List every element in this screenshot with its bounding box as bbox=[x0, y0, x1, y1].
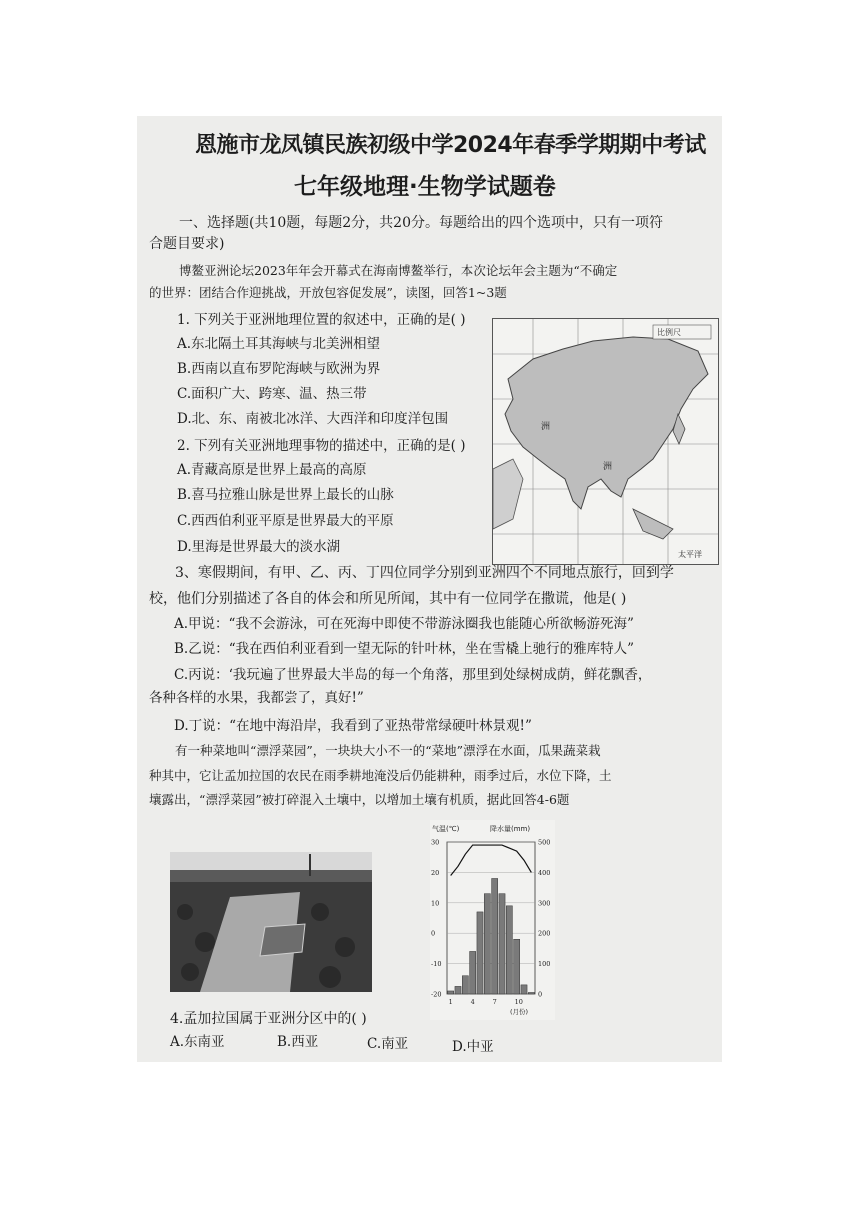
floating-garden-photo bbox=[170, 852, 372, 992]
chart-left-tick-label: 0 bbox=[431, 929, 436, 938]
question-3-line1: 3、寒假期间，有甲、乙、丙、丁四位同学分别到亚洲四个不同地点旅行，回到学 bbox=[175, 565, 674, 581]
intro-1-line1: 博鳌亚洲论坛2023年年会开幕式在海南博鳌举行，本次论坛年会主题为“不确定 bbox=[179, 263, 618, 278]
chart-x-unit: (月份) bbox=[510, 1008, 529, 1016]
section-heading-cont: 合题目要求) bbox=[149, 236, 225, 252]
chart-right-tick-label: 500 bbox=[538, 838, 551, 847]
asia-map-icon bbox=[493, 319, 718, 564]
question-4-option-a: A.东南亚 bbox=[170, 1034, 225, 1050]
chart-x-tick-label: 7 bbox=[492, 998, 497, 1006]
intro-2-line2: 种其中，它让孟加拉国的农民在雨季耕地淹没后仍能耕种，雨季过后，水位下降，土 bbox=[149, 768, 612, 783]
chart-precip-bar bbox=[506, 906, 512, 994]
question-3-option-c-cont: 各种各样的水果，我都尝了，真好!” bbox=[149, 690, 364, 706]
chart-left-tick-label: 20 bbox=[431, 868, 440, 877]
question-1-stem: 1. 下列关于亚洲地理位置的叙述中，正确的是( ) bbox=[177, 312, 466, 328]
chart-right-tick-label: 100 bbox=[538, 960, 551, 969]
question-4-option-d: D.中亚 bbox=[452, 1039, 494, 1055]
map-label-scale: 比例尺 bbox=[657, 328, 681, 337]
question-4-option-c: C.南亚 bbox=[367, 1036, 409, 1052]
chart-precip-bar bbox=[499, 894, 505, 994]
chart-right-tick-label: 200 bbox=[538, 929, 551, 938]
chart-left-tick-label: 30 bbox=[431, 838, 440, 847]
chart-precip-bar bbox=[477, 912, 483, 994]
map-label-left: 洲 bbox=[541, 422, 551, 432]
question-3-option-b: B.乙说：“我在西伯利亚看到一望无际的针叶林，坐在雪橇上驰行的雅库特人” bbox=[174, 641, 635, 657]
exam-sheet bbox=[137, 116, 722, 1062]
question-3-line2: 校，他们分别描述了各自的体会和所见所闻，其中有一位同学在撒谎，他是( ) bbox=[149, 591, 627, 607]
question-1-option-b: B.西南以直布罗陀海峡与欧洲为界 bbox=[177, 361, 381, 377]
exam-subtitle: 七年级地理·生物学试题卷 bbox=[294, 174, 556, 200]
chart-x-tick-label: 10 bbox=[514, 998, 523, 1006]
climate-chart-svg bbox=[430, 820, 555, 1020]
question-4-stem: 4.孟加拉国属于亚洲分区中的( ) bbox=[170, 1011, 367, 1027]
asia-map-figure bbox=[492, 318, 719, 565]
question-3-option-a: A.甲说：“我不会游泳，可在死海中即使不带游泳圈我也能随心所欲畅游死海” bbox=[174, 616, 634, 632]
question-2-option-b: B.喜马拉雅山脉是世界上最长的山脉 bbox=[177, 487, 394, 503]
chart-precip-bar bbox=[448, 991, 454, 994]
question-1-option-d: D.北、东、南被北冰洋、大西洋和印度洋包围 bbox=[177, 411, 449, 427]
map-label-ocean: 太平洋 bbox=[678, 550, 702, 559]
chart-precip-bar bbox=[470, 951, 476, 994]
intro-1-line2: 的世界：团结合作迎挑战，开放包容促发展”，读图，回答1~3题 bbox=[149, 285, 507, 300]
question-2-option-d: D.里海是世界最大的淡水湖 bbox=[177, 539, 341, 555]
chart-left-tick-label: -20 bbox=[431, 990, 442, 999]
chart-x-tick-label: 4 bbox=[470, 998, 475, 1006]
question-1-option-c: C.面积广大、跨寒、温、热三带 bbox=[177, 386, 367, 402]
question-3-option-c: C.丙说：‘我玩遍了世界最大半岛的每一个角落，那里到处绿树成荫，鲜花飘香， bbox=[174, 667, 652, 683]
chart-left-axis-label: 气温(℃) bbox=[432, 825, 460, 833]
floating-garden-photo-icon bbox=[170, 852, 372, 992]
chart-right-tick-label: 0 bbox=[538, 990, 543, 999]
chart-right-axis-label: 降水量(mm) bbox=[490, 825, 531, 833]
chart-precip-bar bbox=[462, 976, 468, 994]
question-4-option-b: B.西亚 bbox=[277, 1034, 319, 1050]
question-3-option-d: D.丁说：“在地中海沿岸，我看到了亚热带常绿硬叶林景观!” bbox=[174, 718, 532, 734]
chart-precip-bar bbox=[455, 986, 461, 994]
chart-right-tick-label: 400 bbox=[538, 868, 551, 877]
chart-precip-bar bbox=[528, 992, 534, 994]
chart-precip-bar bbox=[514, 939, 520, 994]
question-2-stem: 2. 下列有关亚洲地理事物的描述中，正确的是( ) bbox=[177, 438, 466, 454]
question-1-option-a: A.东北隔土耳其海峡与北美洲相望 bbox=[177, 336, 381, 352]
section-heading: 一、选择题(共10题，每题2分，共20分。每题给出的四个选项中，只有一项符 bbox=[179, 215, 663, 231]
chart-precip-bar bbox=[492, 878, 498, 994]
question-2-option-a: A.青藏高原是世界上最高的高原 bbox=[177, 462, 367, 478]
chart-left-tick-label: 10 bbox=[431, 899, 440, 908]
intro-2-line1: 有一种菜地叫“漂浮菜园”，一块块大小不一的“菜地”漂浮在水面，瓜果蔬菜栽 bbox=[175, 743, 601, 758]
intro-2-line3: 壤露出，“漂浮菜园”被打碎混入土壤中，以增加土壤有机质，据此回答4-6题 bbox=[149, 792, 570, 807]
question-2-option-c: C.西西伯利亚平原是世界最大的平原 bbox=[177, 513, 394, 529]
chart-precip-bar bbox=[521, 985, 527, 994]
chart-left-tick-label: -10 bbox=[431, 960, 442, 969]
map-label-center: 洲 bbox=[603, 462, 613, 472]
exam-title: 恩施市龙凤镇民族初级中学2024年春季学期期中考试 bbox=[195, 133, 706, 158]
chart-precip-bar bbox=[484, 894, 490, 994]
chart-right-tick-label: 300 bbox=[538, 899, 551, 908]
chart-x-tick-label: 1 bbox=[448, 998, 453, 1006]
climate-chart bbox=[430, 820, 555, 1020]
